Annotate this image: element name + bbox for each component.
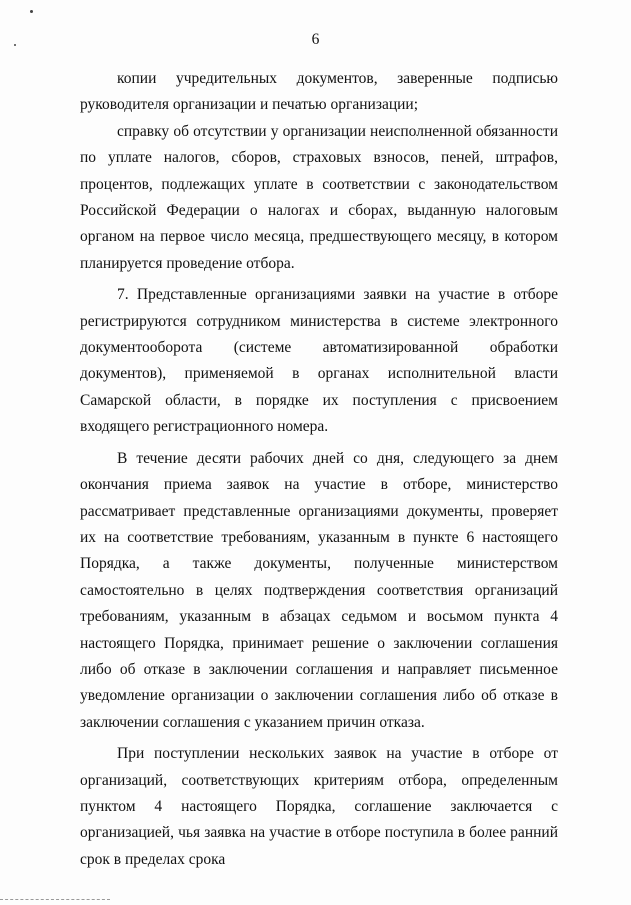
scan-speck bbox=[14, 44, 16, 46]
document-body bbox=[80, 66, 558, 873]
paragraph-tax-certificate: справку об отсутствии у организации неисполненной обязанности по уплате налогов, сборов, страховых взносов, пеней, штрафов, процентов, подлежащих уплате в соответствии с законодательством Российской Федерации о налогах и сборах, выданную налоговым органом на первое число месяца, предшествующего месяцу, в котором планируется проведение отбора. bbox=[80, 122, 558, 272]
paragraph-multiple-applications: При поступлении нескольких заявок на участие в отборе от организаций, соответствующих критериям отбора, определенным пунктом 4 настоящего Порядка, соглашение заключается с организацией, чья заявка на участие в отборе поступила в более ранний срок в пределах срока bbox=[80, 745, 558, 868]
paragraph-item-7-registration: 7. Представленные организациями заявки на участие в отборе регистрируются сотрудником министерства в системе электронного документооборота (системе автоматизированной обработки документов), применяемой в органах исполнительной власти Самарской области, в порядке их поступления с присвоением входящего регистрационного номера. bbox=[80, 286, 558, 436]
paragraph-constituent-documents: копии учредительных документов, заверенные подписью руководителя организации и печатью организации; bbox=[80, 70, 558, 114]
scan-speck bbox=[30, 10, 33, 13]
paragraph-review-period: В течение десяти рабочих дней со дня, следующего за днем окончания приема заявок на участие в отборе, министерство рассматривает представленные организациями документы, проверяет их на соответствие требованиям, указанным в пункте 6 настоящего Порядка, а также документы, полученные министерством самостоятельно в целях подтверждения соответствия организаций требованиям, указанным в абзацах седьмом и восьмом пункта 4 настоящего Порядка, принимает решение о заключении соглашения либо об отказе в заключении соглашения и направляет письменное уведомление организации о заключении соглашения либо об отказе в заключении соглашения с указанием причин отказа. bbox=[80, 449, 558, 731]
page-number: 6 bbox=[311, 31, 320, 48]
scan-edge-mark bbox=[0, 899, 110, 901]
